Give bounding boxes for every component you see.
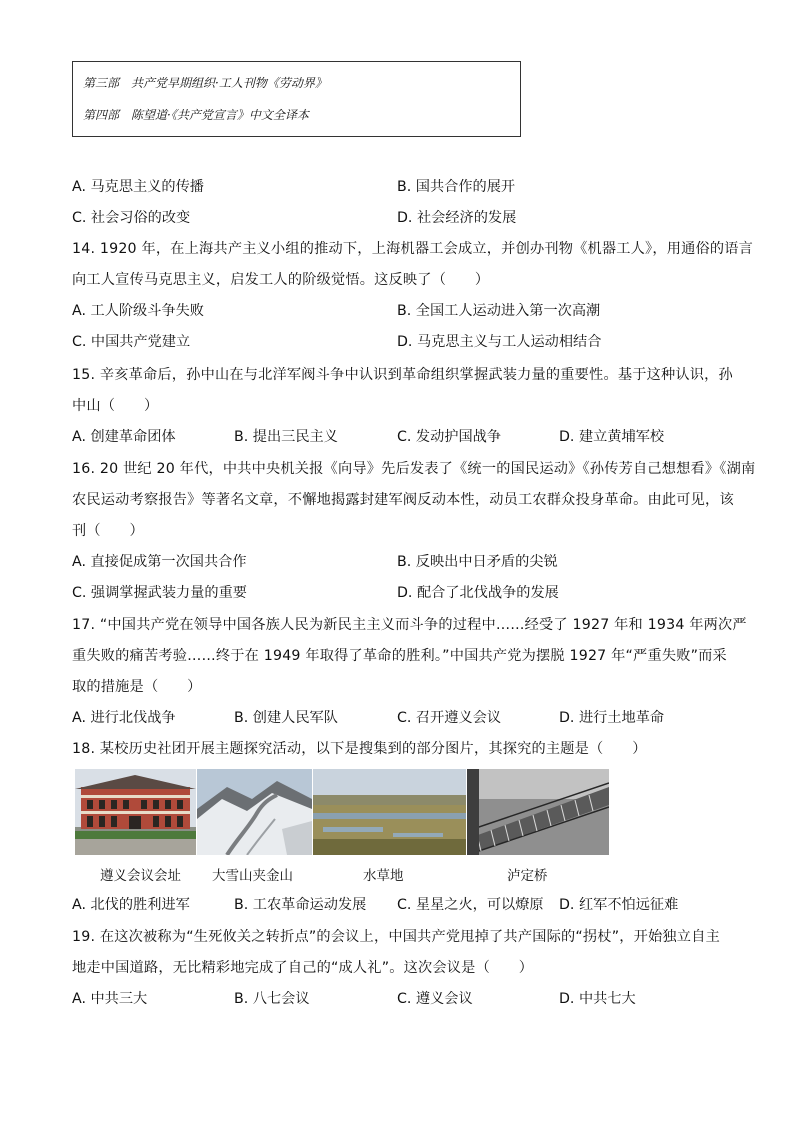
- q15-option-b[interactable]: B. 提出三民主义: [234, 429, 338, 445]
- caption-zunyi-meeting-site: 遵义会议会址: [100, 868, 181, 884]
- q18-option-a[interactable]: A. 北伐的胜利进军: [72, 897, 190, 913]
- exhibit-line-3: 第三部 共产党早期组织·工人刊物《劳动界》: [83, 76, 327, 90]
- q18-option-d[interactable]: D. 红军不怕远征难: [559, 897, 679, 913]
- q15-option-a[interactable]: A. 创建革命团体: [72, 429, 176, 445]
- q13-option-c[interactable]: C. 社会习俗的改变: [72, 210, 191, 226]
- q14-option-d[interactable]: D. 马克思主义与工人运动相结合: [397, 334, 602, 350]
- q16-stem-line3: 刊（ ）: [72, 523, 144, 539]
- q18-option-c[interactable]: C. 星星之火，可以燎原: [397, 897, 544, 913]
- q17-option-c[interactable]: C. 召开遵义会议: [397, 710, 502, 726]
- q16-option-c[interactable]: C. 强调掌握武装力量的重要: [72, 585, 247, 601]
- q19-option-b[interactable]: B. 八七会议: [234, 991, 310, 1007]
- q17-option-d[interactable]: D. 进行土地革命: [559, 710, 665, 726]
- photo-snow-mountain: [197, 769, 312, 855]
- q15-stem-line2: 中山（ ）: [72, 398, 159, 414]
- q17-stem-line3: 取的措施是（ ）: [72, 679, 202, 695]
- caption-luding-bridge: 泸定桥: [507, 868, 548, 884]
- q19-option-c[interactable]: C. 遵义会议: [397, 991, 473, 1007]
- q18-stem-line1: 18. 某校历史社团开展主题探究活动，以下是搜集到的部分图片，其探究的主题是（ ）: [72, 741, 647, 757]
- q19-stem-line1: 19. 在这次被称为“生死攸关之转折点”的会议上，中国共产党甩掉了共产国际的“拐杖”，开始独立自主: [72, 929, 720, 945]
- q15-option-d[interactable]: D. 建立黄埔军校: [559, 429, 665, 445]
- exhibit-line-4: 第四部 陈望道·《共产党宣言》中文全译本: [83, 108, 309, 122]
- q17-stem-line1: 17. “中国共产党在领导中国各族人民为新民主主义而斗争的过程中……经受了 1927 年和 1934 年两次严: [72, 617, 747, 633]
- photo-luding-bridge: [467, 769, 609, 855]
- photo-grassland-marsh: [313, 769, 466, 855]
- q14-stem-line1: 14. 1920 年，在上海共产主义小组的推动下，上海机器工会成立，并创办刊物《机器工人》，用通俗的语言: [72, 241, 754, 257]
- q17-option-a[interactable]: A. 进行北伐战争: [72, 710, 176, 726]
- exhibit-box: [72, 61, 521, 137]
- q17-stem-line2: 重失败的痛苦考验……终于在 1949 年取得了革命的胜利。”中国共产党为摆脱 1927 年“严重失败”而采: [72, 648, 727, 664]
- q13-option-d[interactable]: D. 社会经济的发展: [397, 210, 517, 226]
- q16-option-a[interactable]: A. 直接促成第一次国共合作: [72, 554, 247, 570]
- q17-option-b[interactable]: B. 创建人民军队: [234, 710, 338, 726]
- q15-option-c[interactable]: C. 发动护国战争: [397, 429, 502, 445]
- q14-stem-line2: 向工人宣传马克思主义，启发工人的阶级觉悟。这反映了（ ）: [72, 272, 490, 288]
- q18-option-b[interactable]: B. 工农革命运动发展: [234, 897, 367, 913]
- q16-option-d[interactable]: D. 配合了北伐战争的发展: [397, 585, 559, 601]
- q13-option-a[interactable]: A. 马克思主义的传播: [72, 179, 204, 195]
- q19-option-d[interactable]: D. 中共七大: [559, 991, 636, 1007]
- photo-zunyi-meeting-site: [75, 769, 196, 855]
- caption-grassland-marsh: 水草地: [363, 868, 404, 884]
- q19-stem-line2: 地走中国道路，无比精彩地完成了自己的“成人礼”。这次会议是（ ）: [72, 960, 534, 976]
- q16-stem-line2: 农民运动考察报告》等著名文章，不懈地揭露封建军阀反动本性，动员工农群众投身革命。由此可见，该: [72, 492, 734, 508]
- q14-option-c[interactable]: C. 中国共产党建立: [72, 334, 191, 350]
- q15-stem-line1: 15. 辛亥革命后，孙中山在与北洋军阀斗争中认识到革命组织掌握武装力量的重要性。基于这种认识，孙: [72, 367, 733, 383]
- caption-snow-mountain: 大雪山夹金山: [212, 868, 293, 884]
- q16-stem-line1: 16. 20 世纪 20 年代，中共中央机关报《向导》先后发表了《统一的国民运动》《孙传芳自己想想看》《湖南: [72, 461, 756, 477]
- q16-option-b[interactable]: B. 反映出中日矛盾的尖锐: [397, 554, 558, 570]
- q14-option-a[interactable]: A. 工人阶级斗争失败: [72, 303, 204, 319]
- q14-option-b[interactable]: B. 全国工人运动进入第一次高潮: [397, 303, 601, 319]
- q19-option-a[interactable]: A. 中共三大: [72, 991, 148, 1007]
- q13-option-b[interactable]: B. 国共合作的展开: [397, 179, 516, 195]
